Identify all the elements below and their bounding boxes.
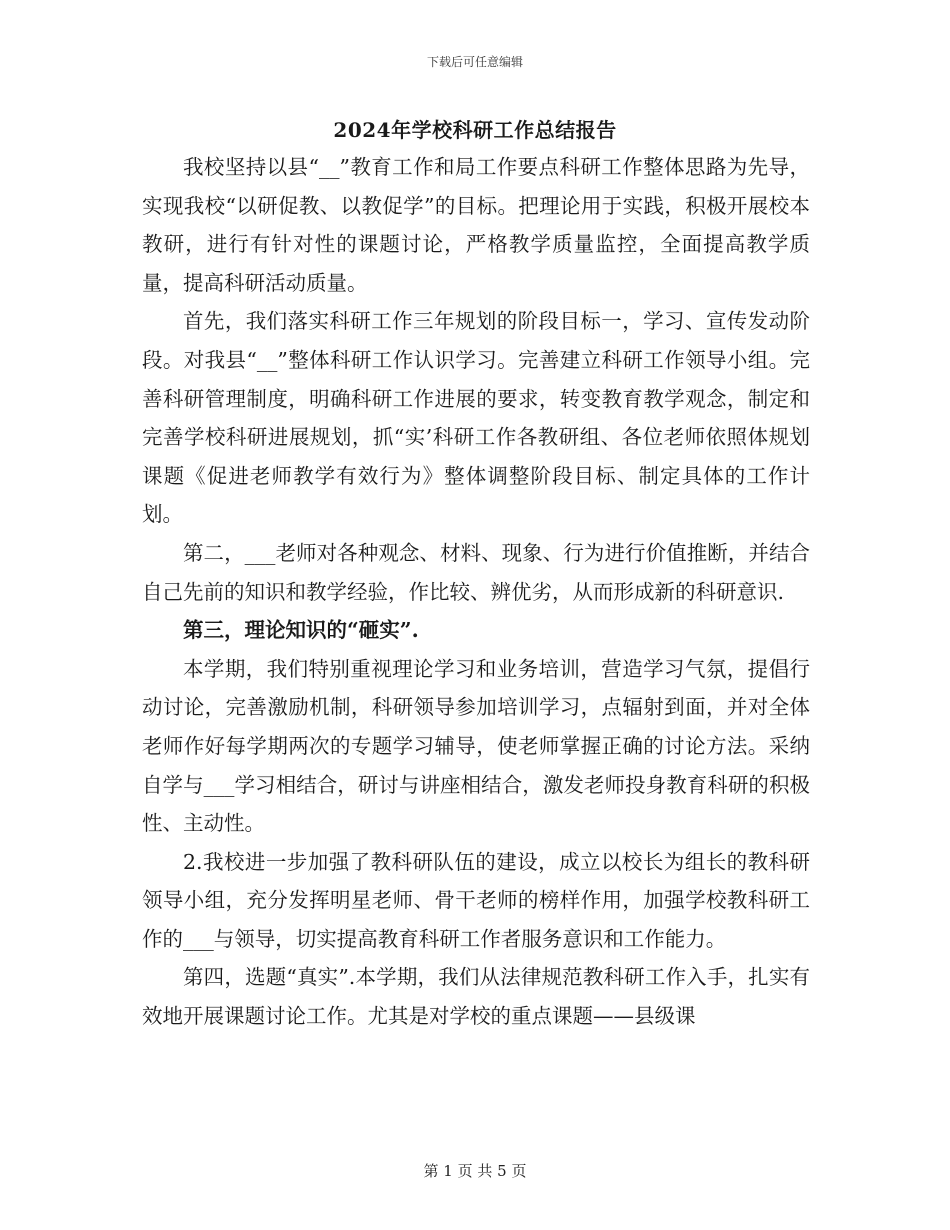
paragraph-item-2: 2.我校进一步加强了教科研队伍的建设，成立以校长为组长的教科研领导小组，充分发挥明星老师、骨干老师的榜样作用，加强学校教科研工作的___与领导，切实提高教育科研工作者服务意识和工作能力。 [142, 849, 810, 951]
section-heading-third: 第三，理论知识的“砸实”. [183, 618, 419, 643]
paragraph-second: 第二，___老师对各种观念、材料、现象、行为进行价值推断，并结合自己先前的知识和教学经验，作比较、辨优劣，从而形成新的科研意识. [142, 540, 810, 604]
page-number: 第 1 页 共 5 页 [423, 1162, 527, 1180]
paragraph-fourth: 第四，选题“真实”.本学期，我们从法律规范教科研工作入手，扎实有效地开展课题讨论工作。尤其是对学校的重点课题——县级课 [142, 965, 810, 1029]
paragraph-intro: 我校坚持以县“__”教育工作和局工作要点科研工作整体思路为先导，实现我校“以研促教、以教促学”的目标。把理论用于实践，积极开展校本教研，进行有针对性的课题讨论，严格教学质量监控，全面提高教学质量，提高科研活动质量。 [142, 155, 810, 295]
paragraph-first: 首先，我们落实科研工作三年规划的阶段目标一，学习、宣传发动阶段。对我县“__”整体科研工作认识学习。完善建立科研工作领导小组。完善科研管理制度，明确科研工作进展的要求，转变教育教学观念，制定和完善学校科研进展规划，抓“实’科研工作各教研组、各位老师依照体规划课题《促进老师教学有效行为》整体调整阶段目标、制定具体的工作计划。 [142, 309, 810, 527]
paragraph-third-body: 本学期，我们特别重视理论学习和业务培训，营造学习气氛，提倡行动讨论，完善激励机制，科研领导参加培训学习，点辐射到面，并对全体老师作好每学期两次的专题学习辅导，使老师掌握正确的讨论方法。采纳自学与___学习相结合，研讨与讲座相结合，激发老师投身教育科研的积极性、主动性。 [142, 656, 810, 836]
header-note: 下载后可任意编辑 [426, 55, 523, 69]
document-body [142, 148, 810, 1036]
document-title: 2024年学校科研工作总结报告 [333, 118, 617, 142]
